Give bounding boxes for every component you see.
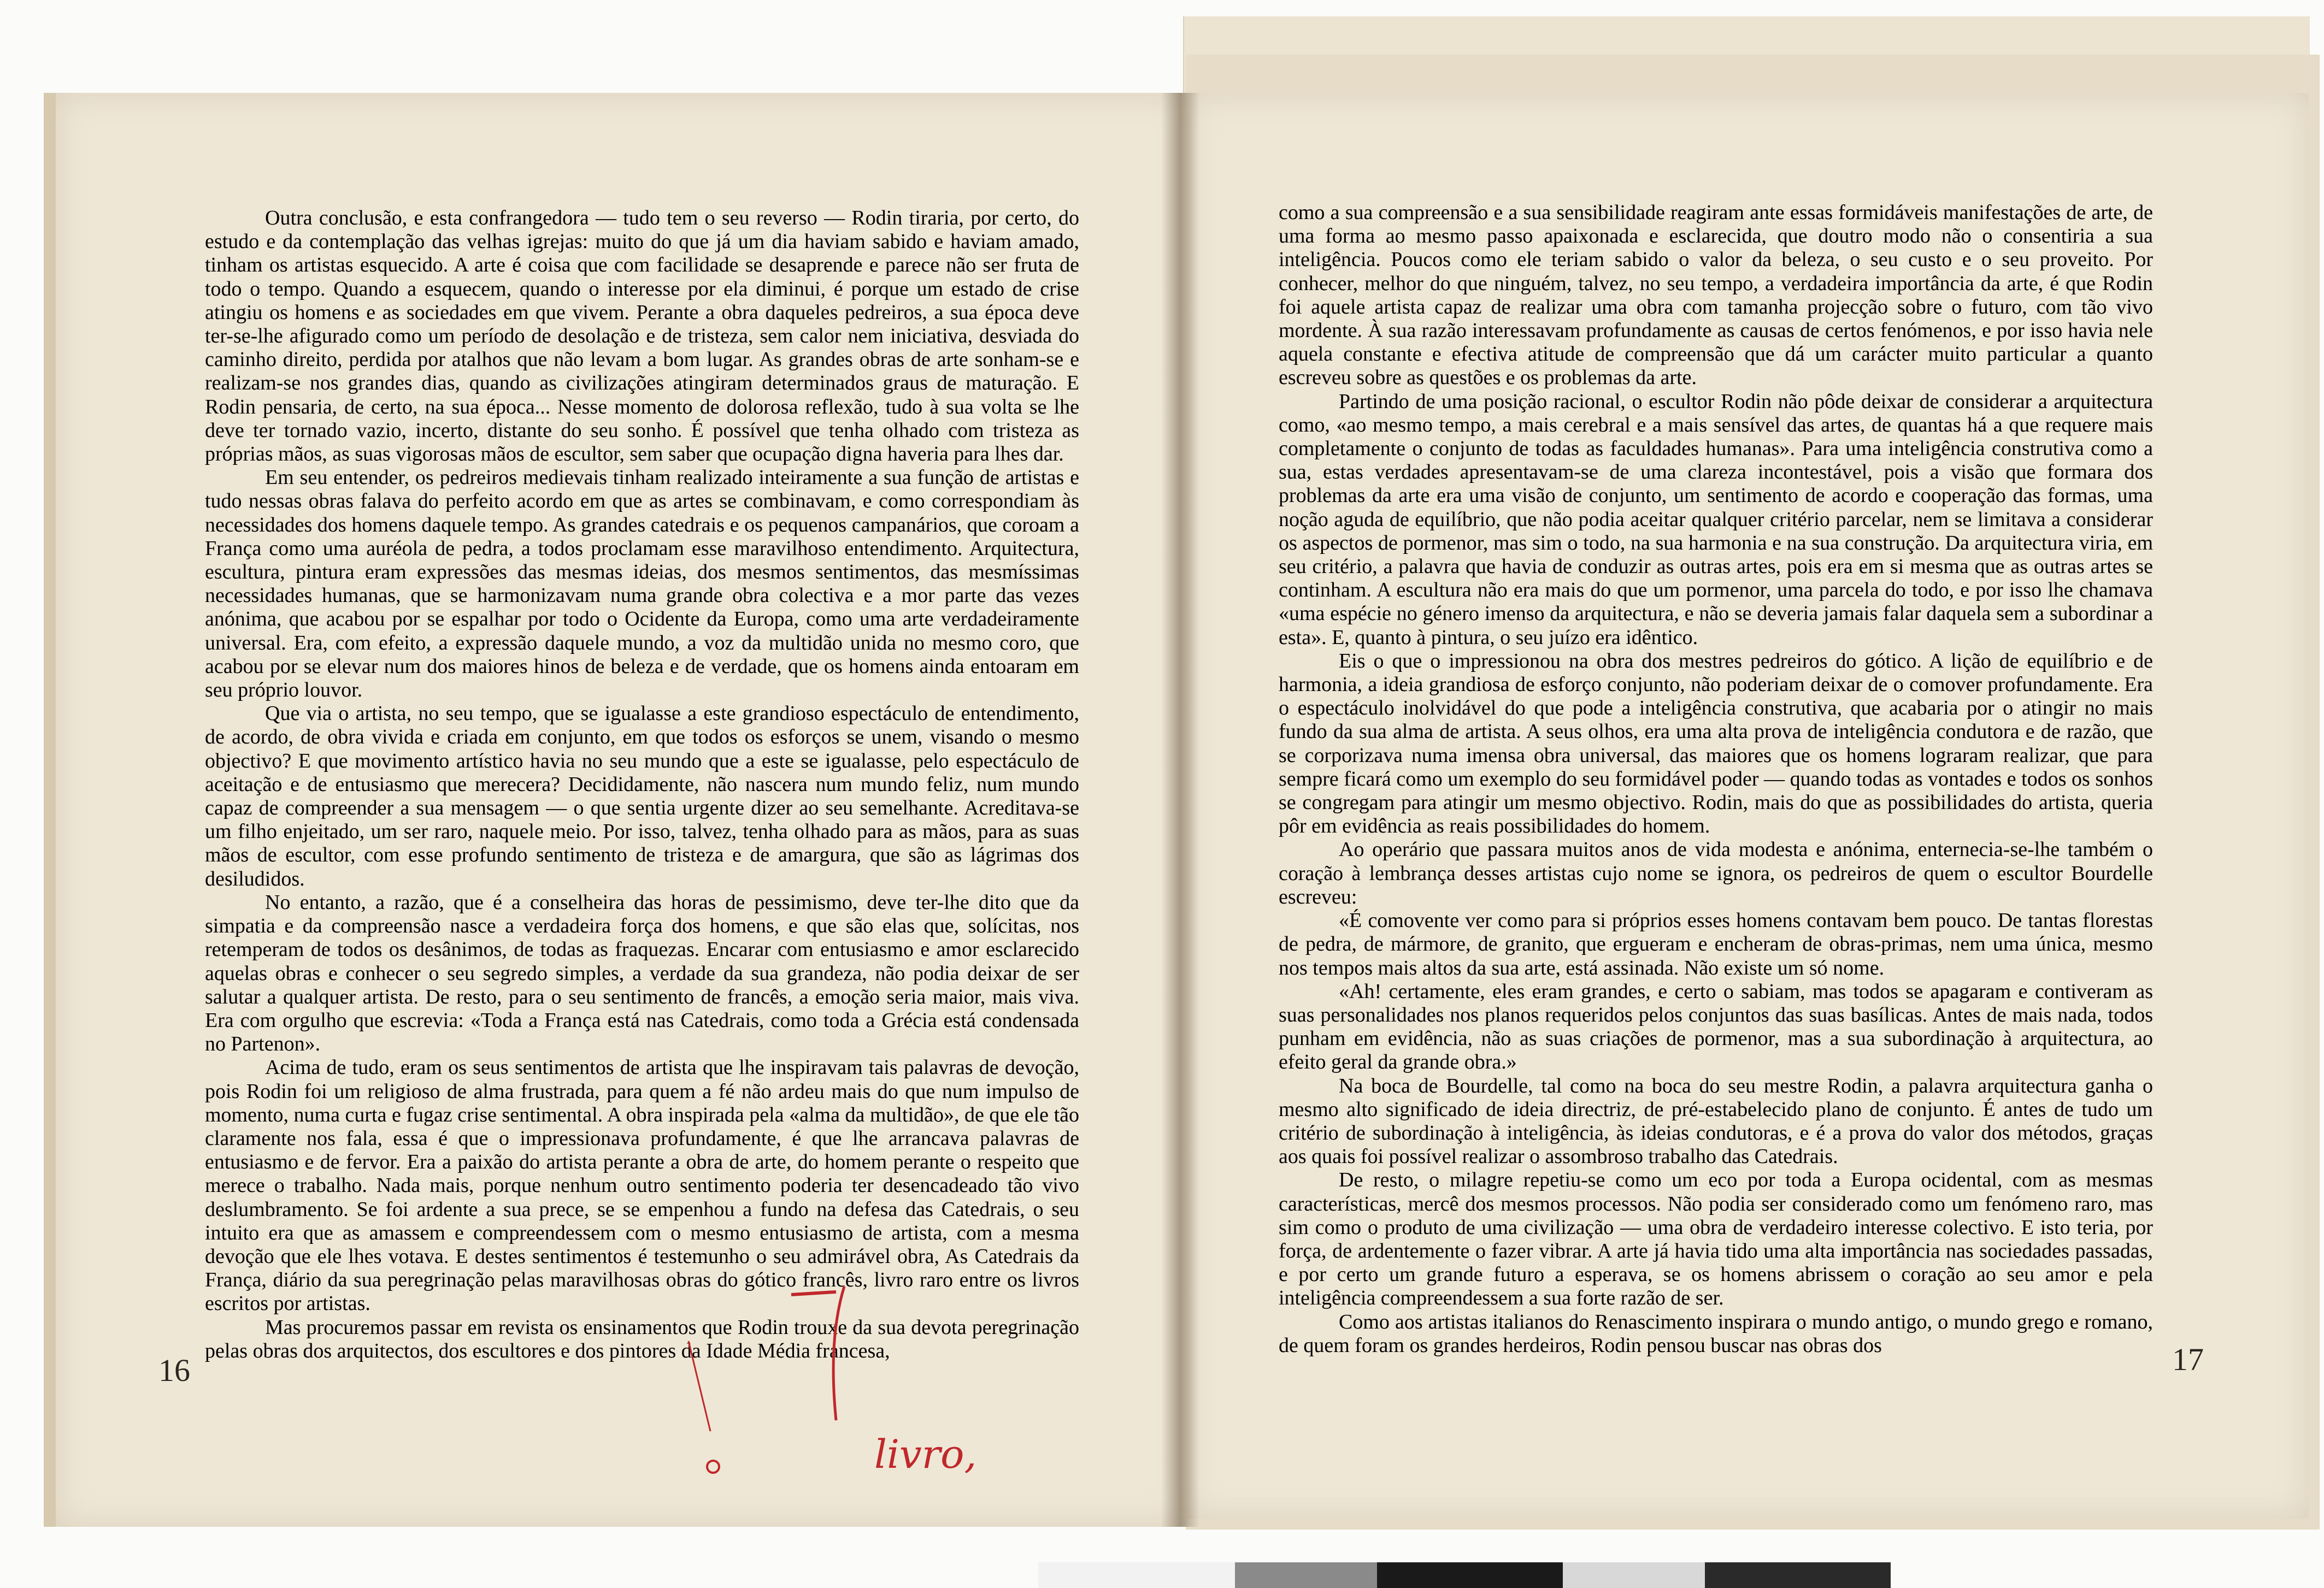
calibration-white [1038,1562,1235,1588]
calibration-lightgray [1563,1562,1705,1588]
color-calibration-strip [1038,1562,1891,1588]
right-paragraph-3: Eis o que o impressionou na obra dos mestres pedreiros do gótico. A lição de equilíbrio e de harmonia, a ideia grandiosa de esforço conjunto, não poderiam deixar de o comover profundamente. Era o espectáculo inolvidável do que pode a inteligência construtiva, que acabaria por o atingir no mais fundo da sua alma de artista. A seus olhos, era uma alta prova de inteligência condutora e de razão, que se corporizava numa imensa obra universal, das maiores que os homens lograram realizar, que para sempre ficará como um exemplo do seu formidável poder — quando todas as vontades e todos os sonhos se congregam para atingir um mesmo objectivo. Rodin, mais do que as possibilidades do artista, queria pôr em evidência as reais possibilidades do homem. [1279,649,2153,838]
right-quote-2: «Ah! certamente, eles eram grandes, e certo o sabiam, mas todos se apagaram e contiveram as suas personalidades nos planos requeridos pelos conjuntos das suas basílicas. Antes de mais nada, todos punham em evidência, não as suas criações de pormenor, mas a sua subordinação à arquitectura, ao efeito geral da grande obra.» [1279,979,2153,1074]
handwritten-correction: livro, [874,1431,977,1477]
right-paragraph-5: Na boca de Bourdelle, tal como na boca do seu mestre Rodin, a palavra arquitectura ganha o mesmo alto significado de ideia directriz, de pré-estabelecido plano de conjunto. É antes de tudo um critério de subordinação à inteligência, às ideias condutoras, e é a prova do valor dos métodos, graças aos quais foi possível realizar o assombroso trabalho das Catedrais. [1279,1074,2153,1168]
right-quote-1: «É comovente ver como para si próprios esses homens contavam bem pouco. De tantas florestas de pedra, de mármore, de granito, que ergueram e encheram de obras-primas, nem uma única, mesmo nos tempos mais altos da sua arte, está assinada. Não existe um só nome. [1279,909,2153,979]
left-page-text [205,206,1079,1363]
right-paragraph-2: Partindo de uma posição racional, o escultor Rodin não pôde deixar de considerar a arquitectura como, «ao mesmo tempo, a mais cerebral e a mais sensível das artes, de quantas há a que requere mais completamente o conjunto de todas as faculdades humanas». Para uma inteligência construtiva como a sua, estas verdades apresentavam-se de uma clareza incontestável, pois a visão que formara dos problemas da arte era uma visão de conjunto, um sentimento de acordo e cooperação das formas, uma noção aguda de equilíbrio, que não podia aceitar qualquer critério parcelar, nem se limitava a considerar os aspectos de pormenor, mas sim o todo, na sua harmonia e na sua construção. Da arquitectura viria, em seu critério, a palavra que havia de conduzir as outras artes, pois era em si mesma que as outras artes se continham. A escultura não era mais do que um pormenor, uma parcela do todo, e por isso lhe chamava «uma espécie no género imenso da arquitectura, e não se deveria jamais falar daquela sem a subordinar a esta». E, quanto à pintura, o seu juízo era idêntico. [1279,389,2153,649]
left-paragraph-5: Acima de tudo, eram os seus sentimentos de artista que lhe inspiravam tais palavras de devoção, pois Rodin foi um religioso de alma frustrada, para quem a fé não ardeu mais do que num impulso de momento, numa curta e fugaz crise sentimental. A obra inspirada pela «alma da multidão», de que ele tão claramente nos fala, essa é que o impressionava profundamente, é que lhe arrancava palavras de entusiasmo e de fervor. Era a paixão do artista perante a obra de arte, do homem perante o respeito que merece o trabalho. Nada mais, porque nenhum outro sentimento poderia ter desencadeado tão vivo deslumbramento. Se foi ardente a sua prece, se se empenhou a fundo na defesa das Catedrais, o seu intuito era que as amassem e compreendessem com o mesmo entusiasmo de artista, com a mesma devoção que ele lhes votava. E destes sentimentos é testemunho o seu admirável obra, As Catedrais da França, diário da sua peregrinação pelas maravilhosas obras do gótico francês, livro raro entre os livros escritos por artistas. [205,1056,1079,1315]
calibration-black [1377,1562,1563,1588]
page-number-right: 17 [2172,1342,2204,1377]
left-paragraph-6: Mas procuremos passar em revista os ensinamentos que Rodin trouxe da sua devota peregrinação pelas obras dos arquitectos, dos escultores e dos pintores da Idade Média francesa, [205,1315,1079,1362]
right-paragraph-4: Ao operário que passara muitos anos de vida modesta e anónima, enternecia-se-lhe também o coração à lembrança desses artistas cujo nome se ignora, os pedreiros de quem o escultor Bourdelle escreveu: [1279,838,2153,908]
left-paragraph-1: Outra conclusão, e esta confrangedora — tudo tem o seu reverso — Rodin tiraria, por certo, do estudo e da contemplação das velhas igrejas: muito do que já um dia haviam sabido e haviam amado, tinham os artistas esquecido. A arte é coisa que com facilidade se desaprende e parece não ser fruta de todo o tempo. Quando a esquecem, quando o interesse por ela diminui, é porque um estado de crise atingiu os homens e as sociedades em que vivem. Perante a obra daqueles pedreiros, a sua época deve ter-se-lhe afigurado como um período de desolação e de tristeza, sem calor nem iniciativa, desviada do caminho direito, perdida por atalhos que não levam a bom lugar. As grandes obras de arte sonham-se e realizam-se nos grandes dias, quando as civilizações atingiram determinados graus de maturação. E Rodin pensaria, de certo, na sua época... Nesse momento de dolorosa reflexão, tudo à sua volta se lhe deve ter tornado vazio, incerto, distante do seu sonho. É possível que tenha olhado com tristeza as próprias mãos, as suas vigorosas mãos de escultor, sem saber que ocupação digna haveria para lhes dar. [205,206,1079,466]
left-paragraph-3: Que via o artista, no seu tempo, que se igualasse a este grandioso espectáculo de entendimento, de acordo, de obra vivida e criada em conjunto, em que todos os esforços se unem, visando o mesmo objectivo? E que movimento artístico havia no seu mundo que a este se igualasse, pelo espectáculo de aceitação e de entusiasmo que merecera? Decididamente, não nascera num mundo feliz, num mundo capaz de compreender a sua mensagem — o que sentia urgente dizer ao seu semelhante. Acreditava-se um filho enjeitado, um ser raro, naquele meio. Por isso, talvez, tenha olhado para as mãos, para as suas mãos de escultor, com esse profundo sentimento de tristeza e de amargura, que são as lágrimas dos desiludidos. [205,702,1079,890]
right-paragraph-6: De resto, o milagre repetiu-se como um eco por toda a Europa ocidental, com as mesmas características, mercê dos mesmos processos. Não podia ser considerado como um fenómeno raro, mas sim como o produto de uma civilização — uma obra de verdadeiro interesse colectivo. E isto teria, por força, de ardentemente o fazer vibrar. A arte já havia tido uma alta importância nas sociedades passadas, e por certo um grande futuro a esperava, se os homens abrissem o coração ao seu amor e pela inteligência compreendessem a sua forte razão de ser. [1279,1168,2153,1310]
book-gutter [1161,93,1199,1527]
right-page-text [1279,201,2153,1357]
right-paragraph-7: Como aos artistas italianos do Renascimento inspirara o mundo antigo, o mundo grego e romano, de quem foram os grandes herdeiros, Rodin pensou buscar nas obras dos [1279,1310,2153,1357]
left-paragraph-4: No entanto, a razão, que é a conselheira das horas de pessimismo, deve ter-lhe dito que da simpatia e da compreensão nasce a verdadeira força dos homens, e que são elas que, solícitas, nos retemperam de todos os desânimos, de todas as fraquezas. Encarar com entusiasmo e amor esclarecido aquelas obras e conhecer o seu segredo simples, a verdade da sua grandeza, não podia deixar de ser salutar a qualquer artista. De resto, para o seu sentimento de francês, a emoção seria maior, mais viva. Era com orgulho que escrevia: «Toda a França está nas Catedrais, como toda a Grécia está condensada no Partenon». [205,890,1079,1056]
calibration-gray [1235,1562,1377,1588]
calibration-dark [1705,1562,1891,1588]
page-number-left: 16 [158,1353,190,1388]
left-paragraph-2: Em seu entender, os pedreiros medievais tinham realizado inteiramente a sua função de artistas e tudo nessas obras falava do perfeito acordo em que as artes se combinavam, e como correspondiam às necessidades dos homens daquele tempo. As grandes catedrais e os pequenos campanários, que coroam a França como uma auréola de pedra, a todos proclamam esse maravilhoso entendimento. Arquitectura, escultura, pintura eram expressões das mesmas ideias, dos mesmos sentimentos, das mesmíssimas necessidades humanas, que se harmonizavam numa grande obra colectiva e a mor parte das vezes anónima, que acabou por se espalhar por todo o Ocidente da Europa, como uma arte verdadeiramente universal. Era, com efeito, a expressão daquele mundo, a voz da multidão unida no mesmo coro, que acabou por se elevar num dos maiores hinos de beleza e de verdade, que os homens ainda entoaram em seu próprio louvor. [205,466,1079,702]
right-paragraph-1: como a sua compreensão e a sua sensibilidade reagiram ante essas formidáveis manifestações de arte, de uma forma ao mesmo passo apaixonada e esclarecida, que doutro modo não o consentiria a sua inteligência. Poucos como ele teriam sabido o valor da beleza, o seu custo e o seu proveito. Por conhecer, melhor do que ninguém, talvez, no seu tempo, a verdadeira importância da arte, é que Rodin foi aquele artista capaz de realizar uma obra com tamanha projecção sobre o futuro, com tão vivo mordente. À sua razão interessavam profundamente as causas de certos fenómenos, e por isso havia nele aquela constante e efectiva atitude de compreensão que dá um carácter muito particular a quanto escreveu sobre as questões e os problemas da arte. [1279,201,2153,389]
